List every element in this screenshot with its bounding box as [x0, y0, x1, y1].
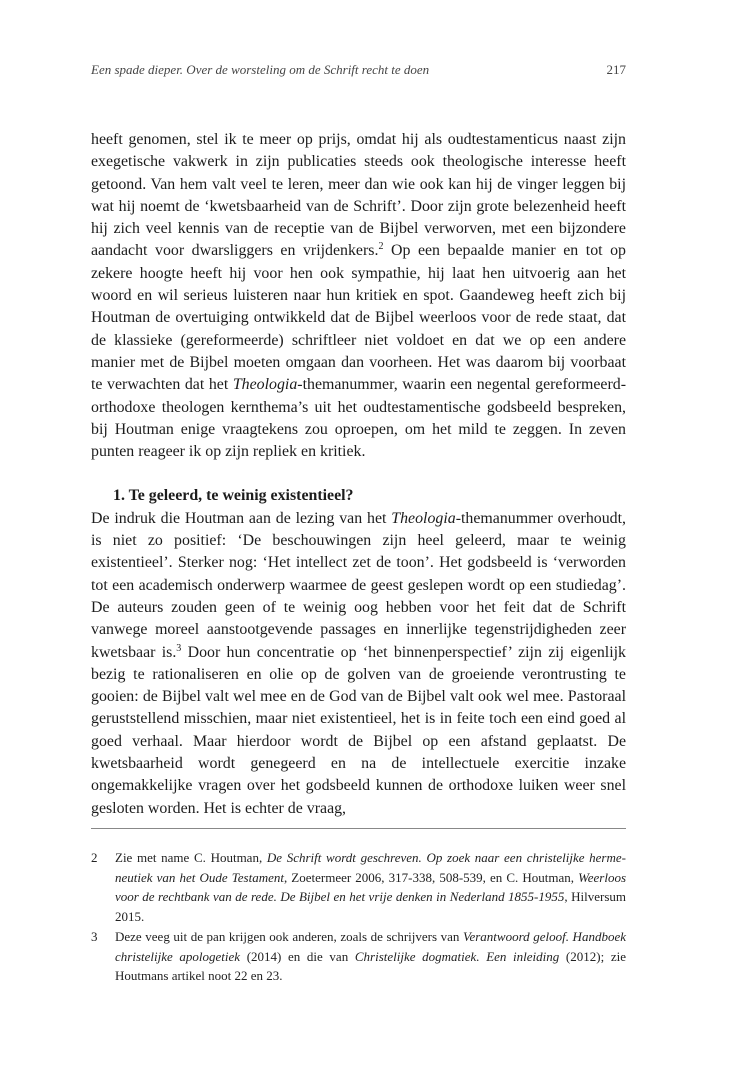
footnote-ref-3[interactable]: 3: [176, 642, 182, 654]
main-text: [91, 129, 626, 820]
footnote-ref-2[interactable]: 2: [378, 241, 384, 253]
footnote-number: 3: [91, 929, 98, 944]
paragraph-text: heeft genomen, stel ik te meer op prijs, omdat hij als oudtestamenticus naast zijn exegetische vakwerk in zijn publicaties steeds ook theologische interesse heeft getoond. Van hem valt veel te leren, meer dan wie ook kan hij de vinger leggen bij wat hij noemt de ‘kwetsbaarheid van de Schrift’. Door zijn grote belezenheid heeft hij zich veel kennis van de receptie van de Bijbel verworven, met een bijzondere aandacht voor dwarsliggers en vrijdenkers.: [91, 131, 626, 260]
paragraph-text: -themanummer, waarin een negental gereformeerd-orthodoxe theologen kernthema’s uit het oudtestamentische godsbeeld bespreken, bij Houtman enige vraagtekens zou oproepen, om het mild te zeggen. In zeven punten reageer ik op zijn repliek en kritiek.: [91, 376, 626, 461]
book-title: Christelijke dogmatiek. Een inleiding: [354, 948, 560, 964]
footnote: [91, 848, 626, 926]
footnote-text: (2014) en die van: [240, 948, 355, 964]
paragraph-text: Op een bepaalde manier en tot op zekere hoogte heeft hij voor hen ook sympathie, hij laat hen uitvoerig aan het woord en wil serieus luisteren naar hun kritiek en spot. Gaandeweg heeft zich bij Houtman de overtuiging ontwikkeld dat de Bijbel weerloos voor de rede staat, dat de klassieke (gereformeerde) schriftleer niet voldoet en dat we op een andere manier met de Bijbel moeten omgaan dan voorheen. Het was daarom bij voorbaat te verwachten dat het: [91, 242, 626, 394]
footnotes: [91, 848, 626, 987]
paragraph-text: De indruk die Houtman aan de lezing van het: [91, 509, 392, 527]
footnote-text: Deze veeg uit de pan krijgen ook anderen, zoals de schrijvers van: [115, 929, 463, 944]
footnote-text: , Zoetermeer 2006, 317-338, 508-539, en C. Houtman,: [283, 869, 579, 885]
footnote-divider: [91, 828, 626, 829]
running-head: [91, 62, 626, 78]
journal-name: Theologia: [232, 376, 298, 394]
section-paragraph: [91, 508, 626, 820]
paragraph-continued: [91, 129, 626, 463]
book-title: Verantwoord geloof. Handboek christelijke apologetiek: [115, 929, 626, 964]
section-heading: 1. Te geleerd, te weinig existentieel?: [113, 487, 354, 505]
book-title: De Schrift wordt geschreven. Op zoek naar een christelijke hermeneutiek van het Oude Testament: [115, 850, 626, 885]
footnote: [91, 927, 626, 986]
paragraph-text: Door hun concentratie op ‘het binnenperspectief’ zijn zij eigenlijk bezig te rationaliseren en olie op de golven van de groeiende verontrusting te gooien: de Bijbel valt wel mee en de God van de Bijbel valt ook wel mee. Pastoraal geruststellend misschien, maar niet existentieel, het is in feite toch een eind goed al goed verhaal. Maar hierdoor wordt de Bijbel op een afstand geplaatst. De kwetsbaarheid wordt genegeerd en na de intellectuele exercitie inzake ongemakkelijke vragen over het godsbeeld kunnen de orthodoxe luiken weer snel gesloten worden. Het is echter de vraag,: [91, 643, 626, 817]
book-title: Weerloos voor de rechtbank van de rede. De Bijbel en het vrije denken in Nederland 1855-1955: [115, 869, 626, 904]
footnote-number: 2: [91, 850, 98, 865]
journal-name: Theologia: [391, 509, 456, 527]
footnote-text: (2012); zie Houtmans artikel noot 22 en 23.: [115, 948, 626, 983]
footnote-text: Zie met name C. Houtman,: [115, 850, 267, 865]
running-title: Een spade dieper. Over de worsteling om de Schrift recht te doen: [91, 62, 430, 77]
footnote-text: , Hilversum 2015.: [115, 889, 626, 924]
paragraph-text: -themanummer overhoudt, is niet zo positief: ‘De beschouwingen zijn heel geleerd, maar te weinig existentieel’. Sterker nog: ‘Het intellect zet de toon’. Het godsbeeld is ‘verworden tot een academisch onderwerp waarmee de geest geslepen wordt op een studiedag’. De auteurs zouden geen of te weinig oog hebben voor het feit dat de Schrift vanwege moreel aanstootgevende passages en innerlijke tegenstrijdigheden zeer kwetsbaar is.: [91, 509, 627, 661]
page-number: 217: [606, 62, 626, 77]
